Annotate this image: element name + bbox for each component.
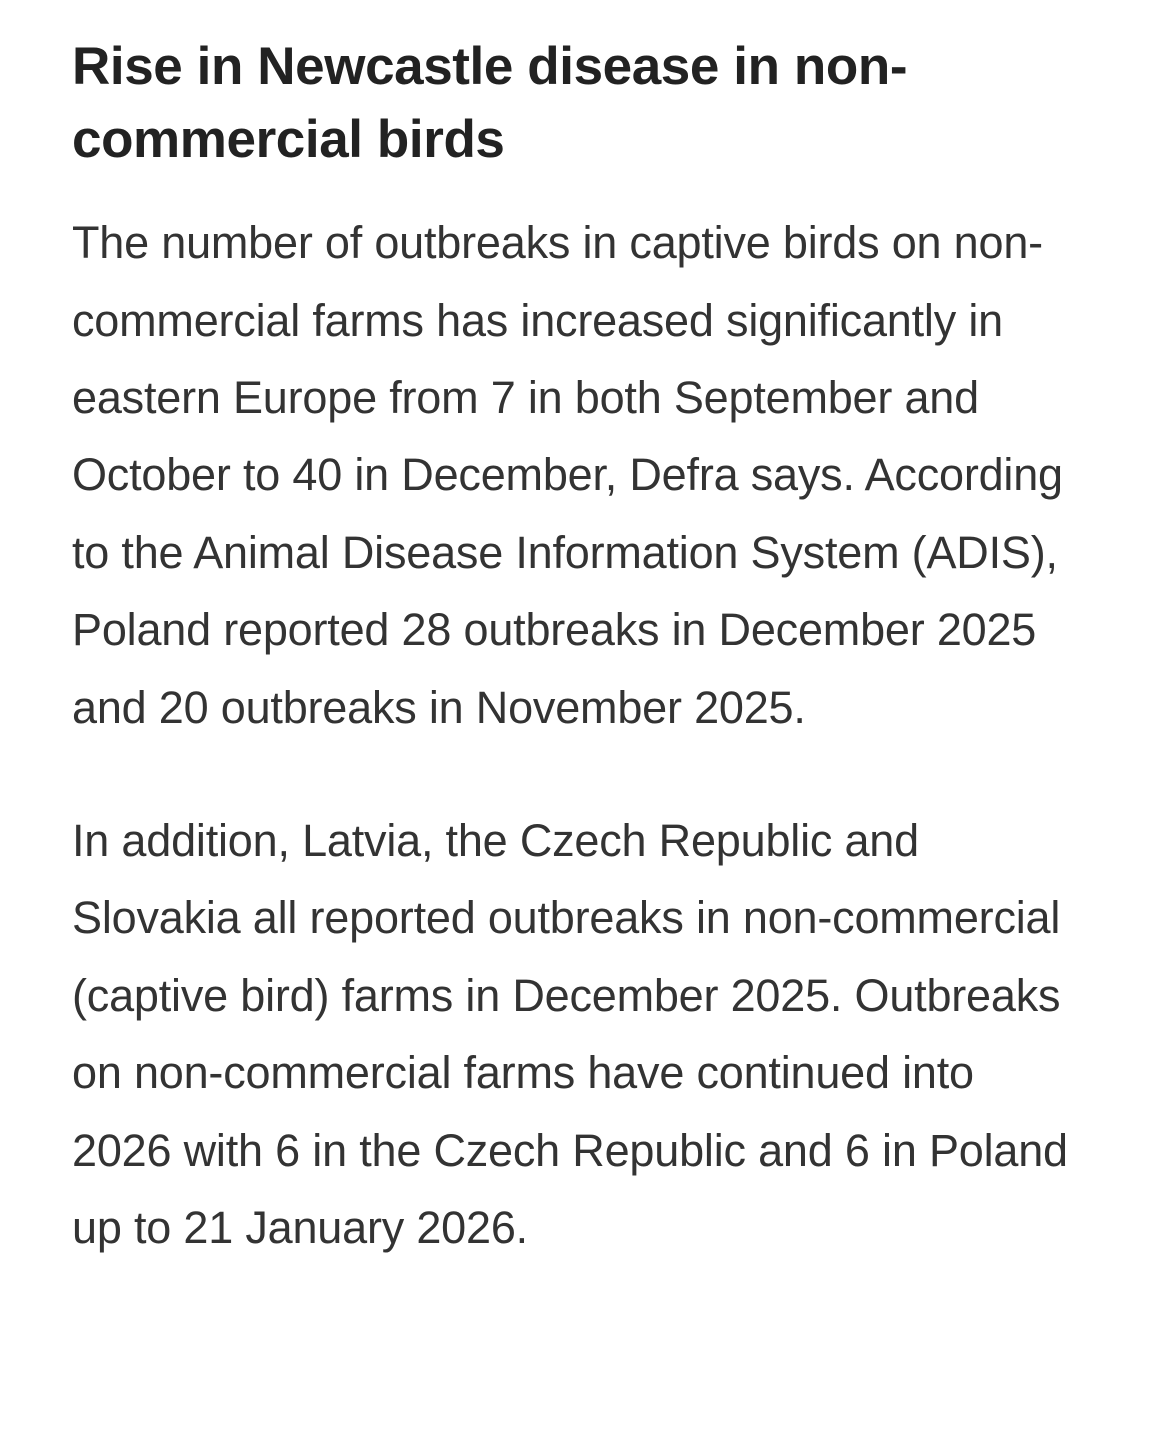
article-body bbox=[72, 204, 1098, 1266]
page-title: Rise in Newcastle disease in non-commercial birds bbox=[72, 37, 908, 170]
article-paragraph: In addition, Latvia, the Czech Republic and Slovakia all reported outbreaks in non-commercial (captive bird) farms in December 2025. Outbreaks on non-commercial farms have continued into 2026 with 6 in the Czech Republic and 6 in Poland up to 21 January 2026. bbox=[72, 814, 1068, 1253]
article-paragraph: The number of outbreaks in captive birds on non-commercial farms has increased significantly in eastern Europe from 7 in both September and October to 40 in December, Defra says. According to the Animal Disease Information System (ADIS), Poland reported 28 outbreaks in December 2025 and 20 outbreaks in November 2025. bbox=[72, 217, 1063, 733]
